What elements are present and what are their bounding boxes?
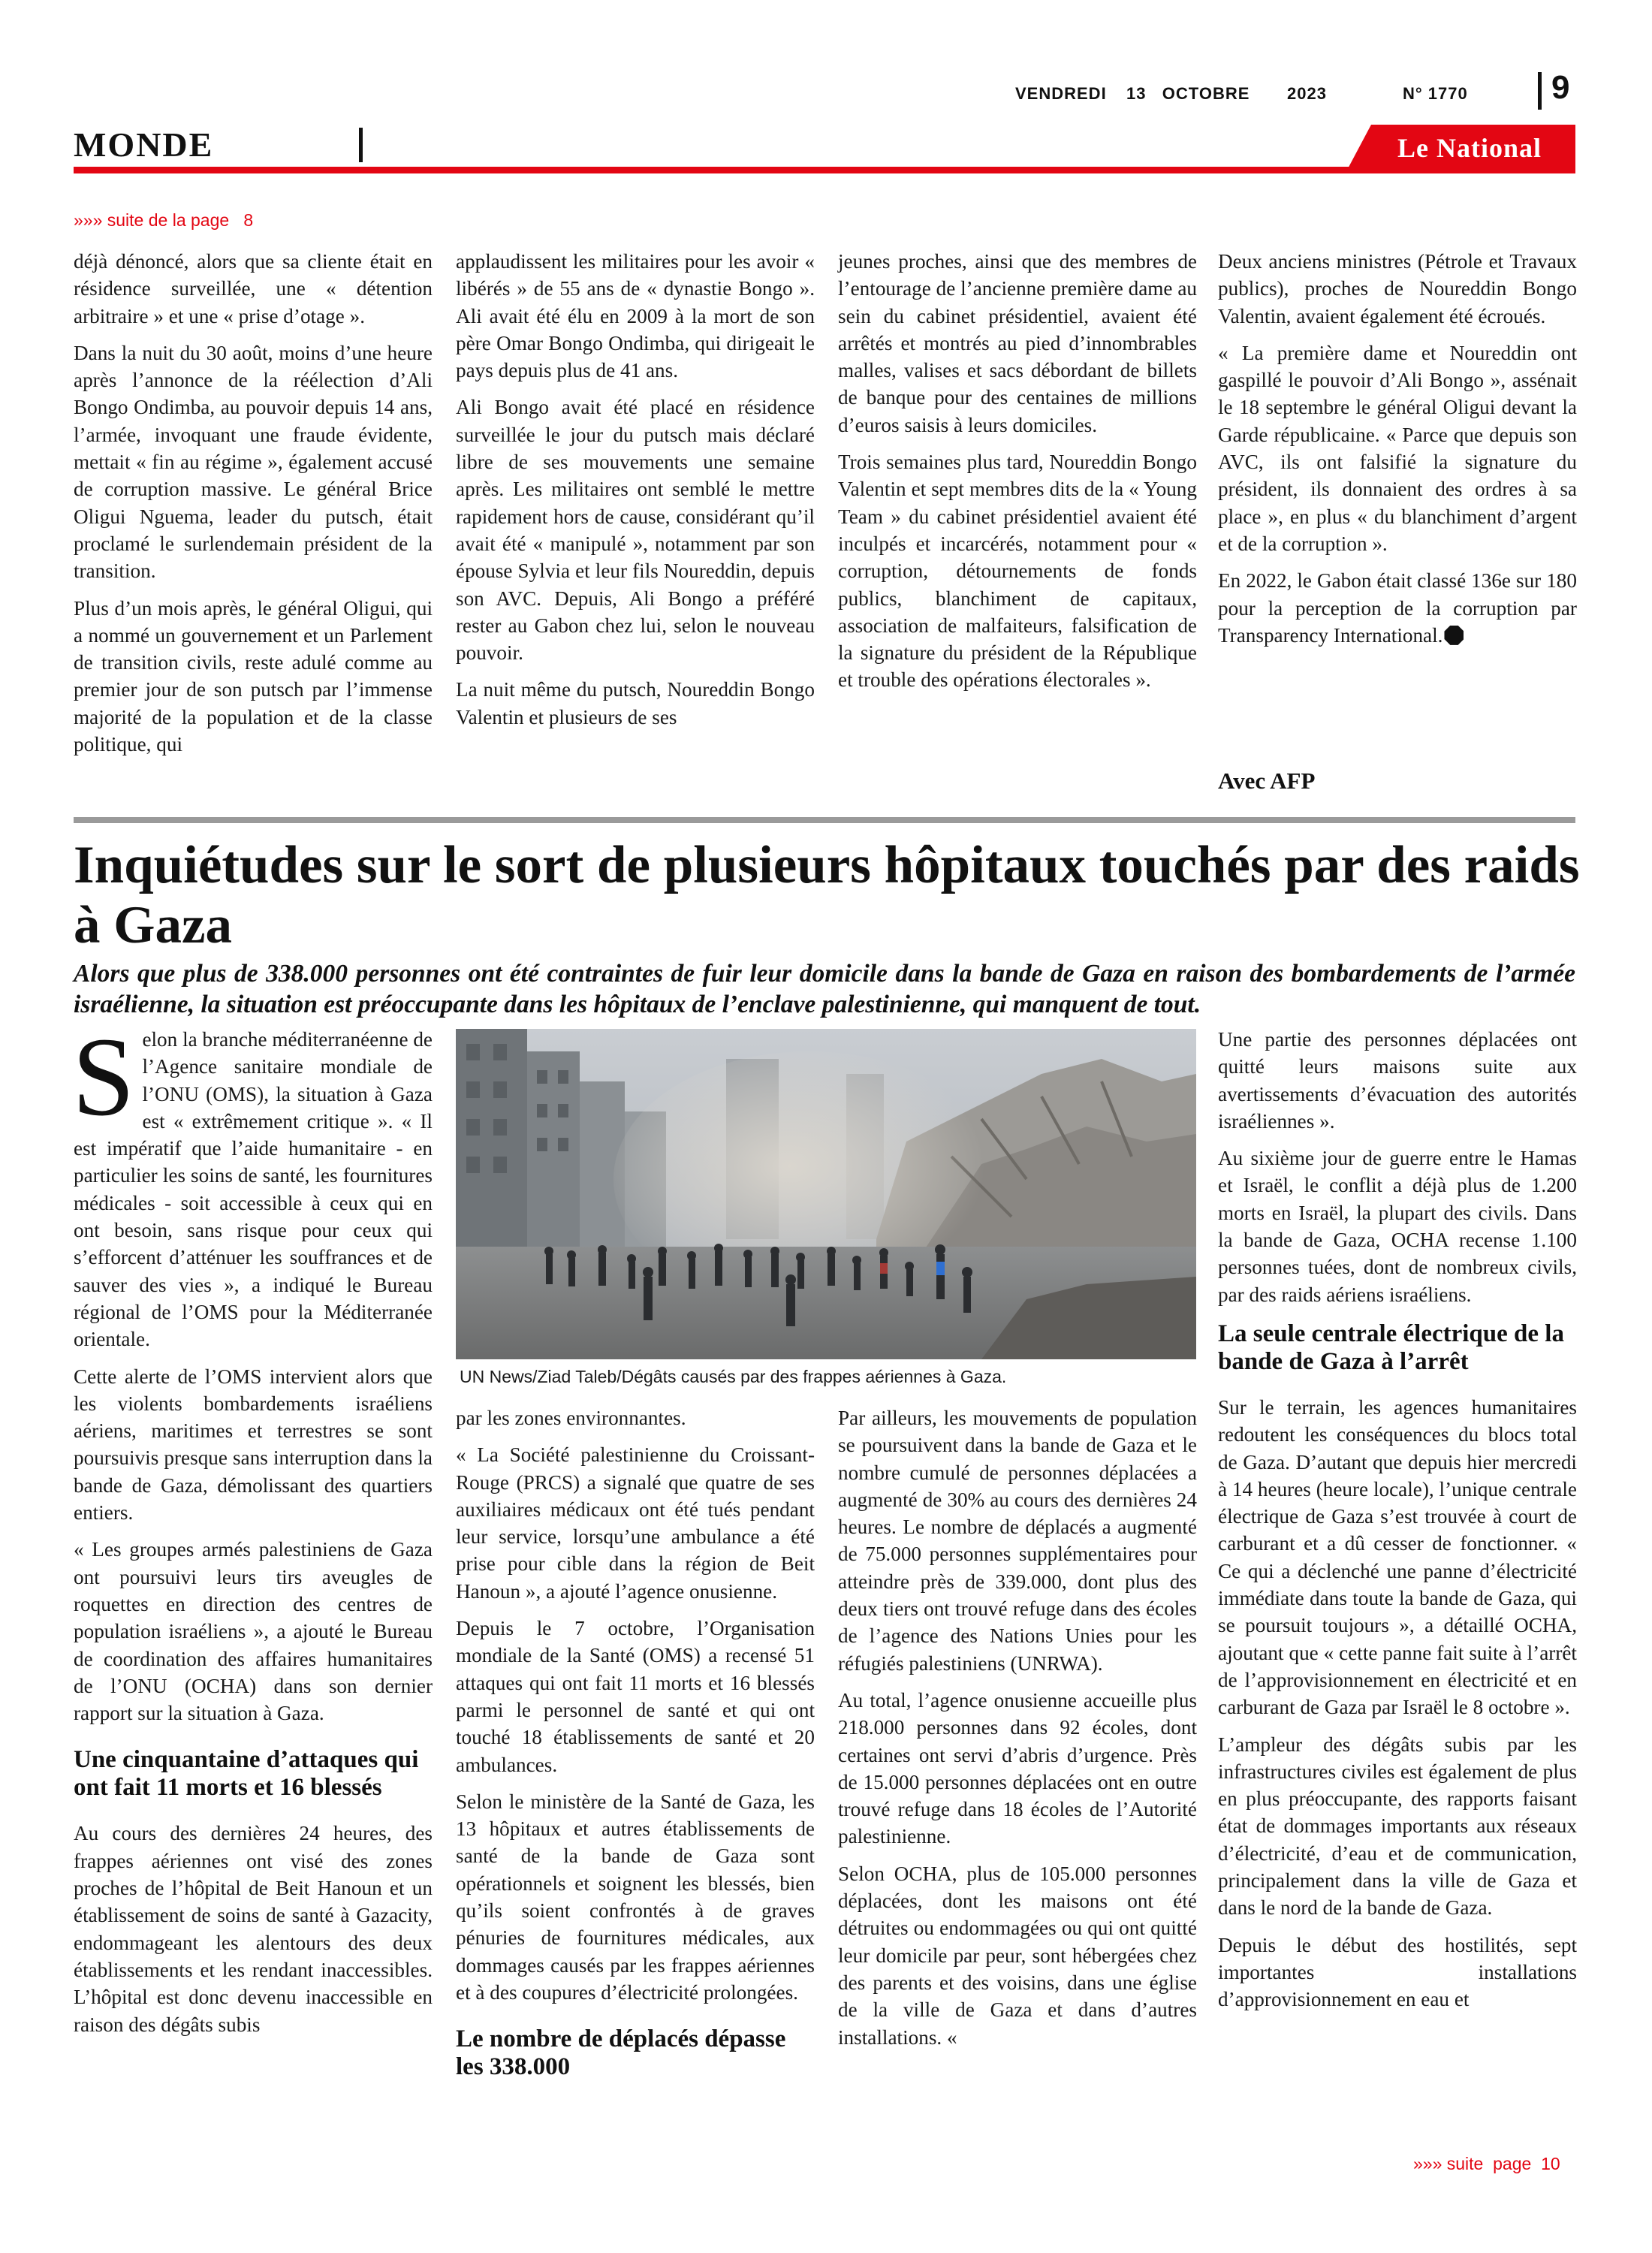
article-standfirst: Alors que plus de 338.000 personnes ont été contraintes de fuir leur domicile dans la bande de Gaza en raison des bombardements de l’armée israélienne, la situation est préoccupante dans les hôpitaux de l’enclave palestinienne, qui manquent de tout. [74,960,1575,1018]
paragraph: Sur le terrain, les agences humanitaires redoutent les conséquences du blocs total de Gaza. D’autant que depuis hier mercredi à 14 heures (heure locale), l’unique centrale électrique de Gaza s’est trouvée à court de carburant et a dû cesser de fonctionner. « Ce qui a déclenché une panne d’électricité immédiate dans toute la bande de Gaza, qui se poursuit toujours », a détaillé OCHA, ajoutant que « cette panne fait suite à l’arrêt de l’approvisionnement en électricité et en carburant de Gaza par Israël le 8 octobre ». [1218,1395,1577,1719]
article-column-2 [456,1404,815,2099]
byline: Avec AFP [1218,768,1316,794]
header-date: 13 OCTOBRE [1126,84,1250,103]
subheading: Une cinquantaine d’attaques qui ont fait 11 morts et 16 blessés [74,1746,419,1802]
article-column-4 [1218,1026,1577,2013]
header-day: VENDREDI [1015,84,1107,103]
paragraph: Dans la nuit du 30 août, moins d’une heure après l’annonce de la réélection d’Ali Bongo Ondimba, au pouvoir depuis 14 ans, l’armée, invoquant une fraude évidente, mettait « fin au régime », également accusé de corruption massive. Le général Brice Oligui Nguema, leader du putsch, était proclamé le surlendemain président de la transition. [74,341,433,583]
paragraph-last [1218,567,1577,649]
prev-article-column-1 [74,248,433,758]
paragraph: Depuis le 7 octobre, l’Organisation mondiale de la Santé (OMS) a recensé 51 attaques qui ont fait 11 morts et 16 blessés parmi le personnel de santé et qui ont touché 18 établissements de santé et 20 ambulances. [456,1617,815,1776]
paragraph: Cette alerte de l’OMS intervient alors que les violents bombardements israéliens aériens, maritimes et terrestres se sont poursuivis presque sans interruption dans la bande de Gaza, démolissant des quartiers entiers. [74,1365,433,1525]
paragraph: « La Société palestinienne du Croissant-Rouge (PRCS) a signalé que quatre de ses auxiliaires médicaux ont été tués pendant leur service, lorsqu’une ambulance a été prise pour cible dans la région de Beit Hanoun », a ajouté l’agence onusienne. [456,1443,815,1603]
continued-to-link[interactable]: »»» suite page 10 [1413,2154,1560,2173]
brand-name: Le National [1397,133,1542,163]
section-title: MONDE [74,125,214,164]
paragraph: Au total, l’agence onusienne accueille plus 218.000 personnes dans 92 écoles, dont certaines ont servi d’abris d’urgence. Près de 15.000 personnes déplacées ont en outre trouvé refuge dans 18 écoles de l’Autorité palestinienne. [838,1688,1197,1848]
paragraph: Depuis le début des hostilités, sept importantes installations d’approvisionnement en eau et [1218,1933,1577,2011]
header-divider [1538,72,1542,110]
paragraph: La nuit même du putsch, Noureddin Bongo Valentin et plusieurs de ses [456,678,815,728]
page-number: 9 [1551,69,1570,106]
subheading: La seule centrale électrique de la bande de Gaza à l’arrêt [1218,1320,1564,1375]
paragraph: Trois semaines plus tard, Noureddin Bongo Valentin et sept membres dits de la « Young Team » du cabinet présidentiel avaient été inculpés et incarcérés, notamment pour « corruption, détournements de fonds publics, blanchiment de capitaux, association de malfaiteurs, falsification de la signature du président de la République et trouble des opérations électorales ». [838,451,1197,692]
paragraph: Une partie des personnes déplacées ont quitté leurs maisons suite aux avertissements d’évacuation des autorités israéliennes ». [1218,1028,1577,1133]
paragraph: Selon le ministère de la Santé de Gaza, les 13 hôpitaux et autres établissements de santé de la bande de Gaza sont opérationnels et soignent les blessés, bien qu’ils soient confrontés à de graves pénuries de fournitures médicales, aux dommages causés par les frappes aériennes et à des coupures d’électricité prolongées. [456,1790,815,2004]
header-year: 2023 [1287,84,1327,103]
paragraph: Deux anciens ministres (Pétrole et Travaux publics), proches de Noureddin Bongo Valentin, avaient également été écroués. [1218,250,1577,327]
header-issue-number: N° 1770 [1403,84,1468,103]
lead-text: elon la branche méditerranéenne de l’Agence sanitaire mondiale de l’ONU (OMS), la situation à Gaza est « extrêmement critique ». « Il est impératif que l’aide humanitaire - en particulier les soins de santé, les fournitures médicales - soit accessible à ceux qui en ont besoin, sans risque pour ceux qui s’efforcent d’atténuer les souffrances et de sauver des vies », a indiqué le Bureau régional de l’OMS pour la Méditerranée orientale. [74,1028,433,1351]
paragraph: Plus d’un mois après, le général Oligui, qui a nommé un gouvernement et un Parlement de transition civils, reste adulé comme au premier jour de son putsch par l’immense majorité de la population et de la classe politique, qui [74,596,433,756]
paragraph: L’ampleur des dégâts subis par les infrastructures civiles est également de plus en plus préoccupante, des rapports faisant état de dommages importants aux réseaux d’électricité, d’eau et de communication, principalement dans la ville de Gaza et dans le nord de la bande de Gaza. [1218,1733,1577,1920]
paragraph-text: En 2022, le Gabon était classé 136e sur 180 pour la perception de la corruption par Transparency International. [1218,569,1577,647]
end-of-article-icon [1444,626,1464,645]
subheading: Le nombre de déplacés dépasse les 338.000 [456,2025,786,2081]
drop-cap: S [72,1015,135,1139]
paragraph: Selon OCHA, plus de 105.000 personnes déplacées, dont les maisons ont été détruites ou endommagées ou qui ont quitté leur domicile par peur, sont hébergées chez des parents et des voisins, dans une église de la ville de Gaza et dans d’autres installations. « [838,1862,1197,2049]
paragraph: déjà dénoncé, alors que sa cliente était en résidence surveillée, une « détention arbitraire » et une « prise d’otage ». [74,250,433,327]
rubble-street-image [456,1029,1196,1359]
prev-article-column-3 [838,248,1197,694]
article-separator [74,817,1575,823]
article-column-3 [838,1404,1197,2051]
paragraph: Au sixième jour de guerre entre le Hamas et Israël, le conflit a déjà plus de 1.200 morts en Israël, la plupart des civils. Dans la bande de Gaza, OCHA recense 1.100 personnes tuées, dont de nombreux civils, par des raids aériens israéliens. [1218,1147,1577,1306]
section-divider [359,128,363,162]
prev-article-column-2 [456,248,815,731]
paragraph: « La première dame et Noureddin ont gaspillé le pouvoir d’Ali Bongo », assénait le 18 septembre le général Oligui devant la Garde républicaine. « Parce que depuis son AVC, ils ont falsifié la signature du président, ils donnaient des ordres à sa place », en plus « du blanchiment d’argent et de la corruption ». [1218,341,1577,555]
lead-paragraph [72,1015,433,1353]
paragraph: applaudissent les militaires pour les avoir « libérés » de 55 ans de « dynastie Bongo ». Ali avait été élu en 2009 à la mort de son père Omar Bongo Ondimba, qui dirigeait le pays depuis plus de 41 ans. [456,250,815,382]
paragraph: par les zones environnantes. [456,1407,686,1429]
paragraph: jeunes proches, ainsi que des membres de l’entourage de l’ancienne première dame au sein du cabinet présidentiel, avaient été arrêtés et montrés au pied d’innombrables malles, valises et sacs débordant de billets de banque pour des centaines de millions d’euros saisis à leurs domiciles. [838,250,1197,436]
paragraph: Par ailleurs, les mouvements de population se poursuivent dans la bande de Gaza et le nombre cumulé de personnes déplacées a augmenté de 30% au cours des dernières 24 heures. Le nombre de déplacés a augmenté de 75.000 personnes supplémentaires pour atteindre près de 339.000, dont plus des deux tiers ont trouvé refuge dans des écoles de l’agence des Nations Unies pour les réfugiés palestiniens (UNRWA). [838,1407,1197,1675]
paragraph: Ali Bongo avait été placé en résidence surveillée le jour du putsch mais déclaré libre de ses mouvements une semaine après. Les militaires ont semblé le mettre rapidement hors de cause, considérant qu’il avait été « manipulé », notamment par son épouse Sylvia et leur fils Noureddin, depuis son AVC. Depuis, Ali Bongo a préféré rester au Gabon chez lui, selon le nouveau pouvoir. [456,396,815,665]
article-column-1 [72,1015,433,2038]
news-photo [456,1029,1196,1359]
continued-from-link[interactable]: »»» suite de la page 8 [74,210,254,230]
paragraph: « Les groupes armés palestiniens de Gaza ont poursuivi leurs tirs aveugles de roquettes en direction des centres de population israéliens », a ajouté le Bureau de coordination des affaires humanitaires de l’ONU (OCHA) dans son dernier rapport sur la situation à Gaza. [74,1538,433,1725]
photo-caption: UN News/Ziad Taleb/Dégâts causés par des frappes aériennes à Gaza. [460,1367,1007,1386]
prev-article-column-4 [1218,248,1577,649]
article-headline: Inquiétudes sur le sort de plusieurs hôpitaux touchés par des raids à Gaza [74,836,1580,955]
paragraph: Au cours des dernières 24 heures, des frappes aériennes ont visé des zones proches de l’hôpital de Beit Hanoun et un établissement de soins de santé à Gazacity, endommageant les alentours des deux établissements et les rendant inaccessibles. L’hôpital est donc devenu inaccessible en raison des dégâts subis [74,1822,433,2036]
